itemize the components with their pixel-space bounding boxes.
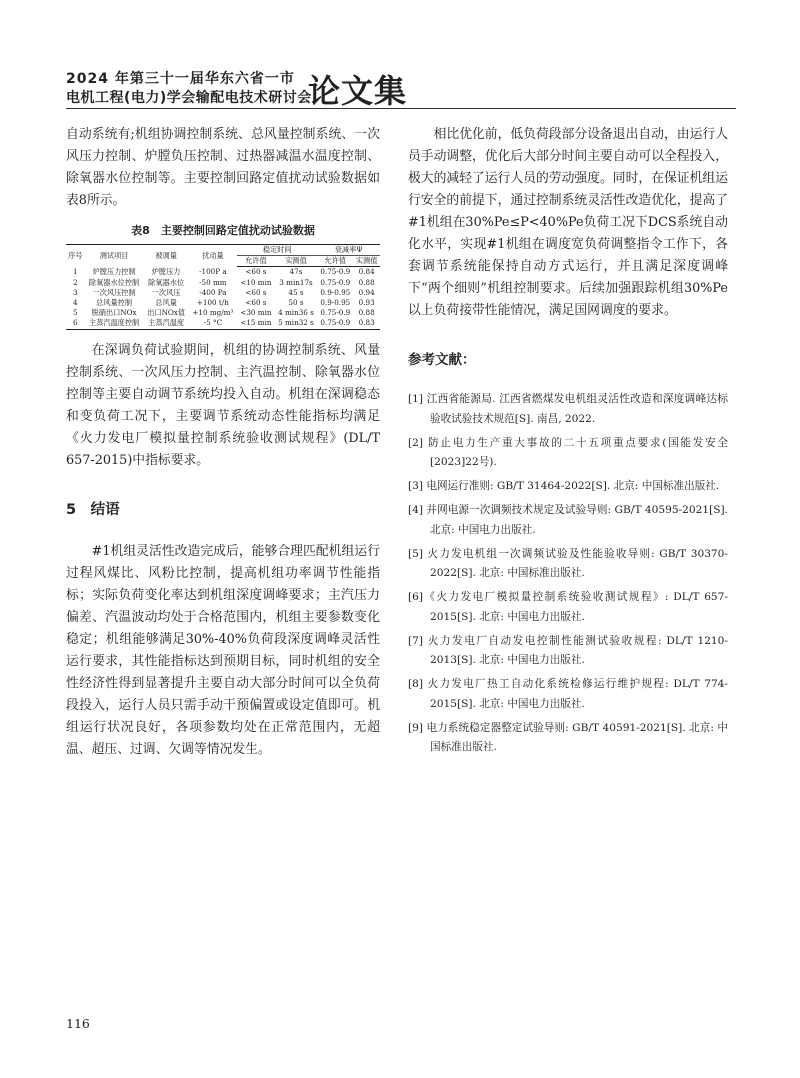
table-cell: 脱硝出口NOx bbox=[91, 308, 137, 318]
table-cell: <60 s bbox=[245, 298, 267, 308]
table-cell: 0.75-0.9 bbox=[317, 318, 353, 329]
reference-item: [9] 电力系统稳定器整定试验导则: GB/T 40591-2021[S]. 北京: 中国标准出版社. bbox=[408, 721, 728, 753]
table-cell: +100 t/h bbox=[196, 298, 229, 308]
table-cell: 6 bbox=[66, 318, 85, 329]
th-disturbance: 扰动量 bbox=[189, 245, 238, 267]
table-cell: 除氧器水位控制 bbox=[88, 277, 140, 287]
header-proceedings-title: 论文集 bbox=[308, 72, 408, 110]
table-cell: 出口NOx值 bbox=[147, 308, 186, 318]
table-cell: 0.9-0.95 bbox=[320, 287, 351, 297]
table-cell: 4 bbox=[72, 298, 78, 308]
table-cell: 45 s bbox=[288, 287, 304, 297]
left-column bbox=[66, 124, 380, 761]
th-test-item: 测试项目 bbox=[85, 245, 144, 267]
th-decay-allowed: 允许值 bbox=[317, 256, 353, 267]
table-cell: <60 s bbox=[245, 287, 267, 297]
reference-item: [2] 防止电力生产重大事故的二十五项重点要求(国能发安全[2023]22号). bbox=[408, 436, 728, 468]
table-cell: 50 s bbox=[288, 298, 304, 308]
table-cell: -50 mm bbox=[199, 277, 227, 287]
table-row bbox=[66, 288, 380, 298]
table-cell: 0.75-0.9 bbox=[320, 308, 351, 318]
table-cell: 5 min32 s bbox=[275, 318, 318, 329]
table-cell: 5 bbox=[72, 308, 78, 318]
left-paragraph-1: 自动系统有;机组协调控制系统、总风量控制系统、一次风压力控制、炉膛负压控制、过热器减温水温度控制、除氧器水位控制等。主要控制回路定值扰动试验数据如表8所示。 bbox=[66, 127, 380, 208]
table-cell: +10 mg/m³ bbox=[192, 308, 234, 318]
right-paragraph-1: 相比优化前，低负荷段部分设备退出自动，由运行人员手动调整，优化后大部分时间主要自动可以全程投入，极大的减轻了运行人员的劳动强度。同时，在保证机组运行安全的前提下，通过控制系统灵活性改造优化，提高了#1机组在30%Pe≤P<40%Pe负荷工况下DCS系统自动化水平，实现#1机组在调度宽负荷调整指令工作下，各套调节系统能保持自动方式运行，并且满足深度调峰下“两个细则”机组控制要求。后续加强跟踪机组30%Pe以上负荷接带性能情况，满足国网调度的要求。 bbox=[408, 127, 728, 318]
th-index: 序号 bbox=[66, 245, 85, 267]
table-cell: 0.93 bbox=[358, 298, 375, 308]
left-paragraph-2: 在深调负荷试验期间，机组的协调控制系统、风量控制系统、一次风压力控制、主汽温控制、除氧器水位控制等主要自动调节系统均投入自动。机组在深调稳态和变负荷工况下，主要调节系统动态性能指标均满足《火力发电厂模拟量控制系统验收测试规程》(DL/T 657-2015)中指标要求。 bbox=[66, 342, 380, 468]
table-cell: -100P a bbox=[199, 267, 227, 277]
reference-item: [6]《火力发电厂模拟量控制系统验收测试规程》: DL/T 657-2015[S]. 北京: 中国电力出版社. bbox=[408, 591, 728, 623]
table-cell: 炉膛压力 bbox=[151, 267, 181, 277]
table-cell: <30 min bbox=[240, 308, 272, 318]
table-cell: 0.94 bbox=[358, 287, 375, 297]
table-row bbox=[66, 298, 380, 308]
running-header bbox=[66, 62, 736, 109]
reference-item: [5] 火力发电机组一次调频试验及性能验收导则: GB/T 30370-2022[S]. 北京: 中国标准出版社. bbox=[408, 547, 728, 579]
table-row bbox=[66, 278, 380, 288]
table-cell: 3 min17s bbox=[279, 277, 313, 287]
table-cell: 3 bbox=[72, 287, 78, 297]
table-cell: 主蒸汽温度 bbox=[144, 318, 189, 329]
reference-item: [4] 并网电源一次调频技术规定及试验导则: GB/T 40595-2021[S]. 北京: 中国电力出版社. bbox=[408, 504, 728, 536]
table-cell: 0.75-0.9 bbox=[320, 277, 351, 287]
table-cell: <60 s bbox=[245, 267, 267, 277]
table-cell: 炉膛压力控制 bbox=[92, 267, 136, 277]
table-row bbox=[66, 267, 380, 278]
table-cell: 除氧器水位 bbox=[148, 277, 185, 287]
table-cell: 0.84 bbox=[358, 267, 375, 277]
header-conference-line2: 电机工程(电力)学会输配电技术研讨会 bbox=[66, 90, 312, 106]
references-heading: 参考文献： bbox=[408, 352, 476, 368]
table-cell: 0.9-0.95 bbox=[320, 298, 351, 308]
reference-item: [7] 火力发电厂自动发电控制性能测试验收规程: DL/T 1210-2013[S]. 北京: 中国电力出版社. bbox=[408, 634, 728, 666]
table-cell: 主蒸汽温度控制 bbox=[85, 318, 144, 329]
table-cell: 总风量控制 bbox=[96, 298, 133, 308]
table-cell: 0.88 bbox=[358, 308, 375, 318]
table-cell: 总风量 bbox=[155, 298, 177, 308]
reference-item: [3] 电网运行准则: GB/T 31464-2022[S]. 北京: 中国标准出版社. bbox=[408, 480, 720, 492]
table-cell: 一次风压控制 bbox=[92, 287, 136, 297]
reference-item: [8] 火力发电厂热工自动化系统检修运行维护规程: DL/T 774-2015[S]. 北京: 中国电力出版社. bbox=[408, 678, 728, 710]
th-controlled-variable: 被调量 bbox=[144, 245, 189, 267]
table-row bbox=[66, 308, 380, 318]
table-8-caption: 表8 主要控制回路定值扰动试验数据 bbox=[131, 224, 315, 237]
header-conference-line1: 2024 年第三十一届华东六省一市 bbox=[66, 71, 295, 87]
table-cell: 0.75-0.9 bbox=[320, 267, 351, 277]
section-heading-conclusion: 5 结语 bbox=[66, 501, 120, 518]
table-cell: 0.88 bbox=[358, 277, 375, 287]
left-paragraph-3: #1机组灵活性改造完成后，能够合理匹配机组运行过程风煤比、风粉比控制，提高机组功率调节性能指标；实际负荷变化率达到机组深度调峰要求；主汽压力偏差、汽温波动均处于合格范围内，机组主要参数变化稳定；机组能够满足30%-40%负荷段深度调峰灵活性运行要求，其性能指标达到预期目标，同时机组的安全性经济性得到显著提升主要自动大部分时间可以全负荷段投入，运行人员只需手动干预偏置或设定值即可。机组运行状况良好，各项参数均处在正常范围内，无超温、超压、过调、欠调等情况发生。 bbox=[66, 543, 380, 757]
table-cell: 47s bbox=[289, 267, 303, 277]
right-column bbox=[408, 124, 728, 762]
reference-list bbox=[408, 390, 728, 758]
table-cell: -400 Pa bbox=[199, 287, 227, 297]
reference-item: [1] 江西省能源局. 江西省燃煤发电机组灵活性改造和深度调峰达标验收试验技术规范[S]. 南昌, 2022. bbox=[408, 393, 728, 425]
table-cell: <10 min bbox=[240, 277, 272, 287]
th-settle-time: 稳定时间 bbox=[237, 245, 317, 256]
table-cell: -5 °C bbox=[189, 318, 238, 329]
table-cell: 4 min36 s bbox=[278, 308, 314, 318]
table-cell: 0.83 bbox=[353, 318, 380, 329]
th-decay-rate: 衰减率Ψ bbox=[317, 245, 380, 256]
th-settle-measured: 实测值 bbox=[275, 256, 318, 267]
table-8 bbox=[66, 244, 380, 330]
table-cell: 1 bbox=[72, 267, 78, 277]
th-decay-measured: 实测值 bbox=[353, 256, 380, 267]
table-row bbox=[66, 318, 380, 329]
table-cell: 2 bbox=[72, 277, 78, 287]
table-cell: <15 min bbox=[237, 318, 275, 329]
page-number: 116 bbox=[66, 1016, 90, 1031]
table-cell: 一次风压 bbox=[151, 287, 181, 297]
th-settle-allowed: 允许值 bbox=[237, 256, 275, 267]
